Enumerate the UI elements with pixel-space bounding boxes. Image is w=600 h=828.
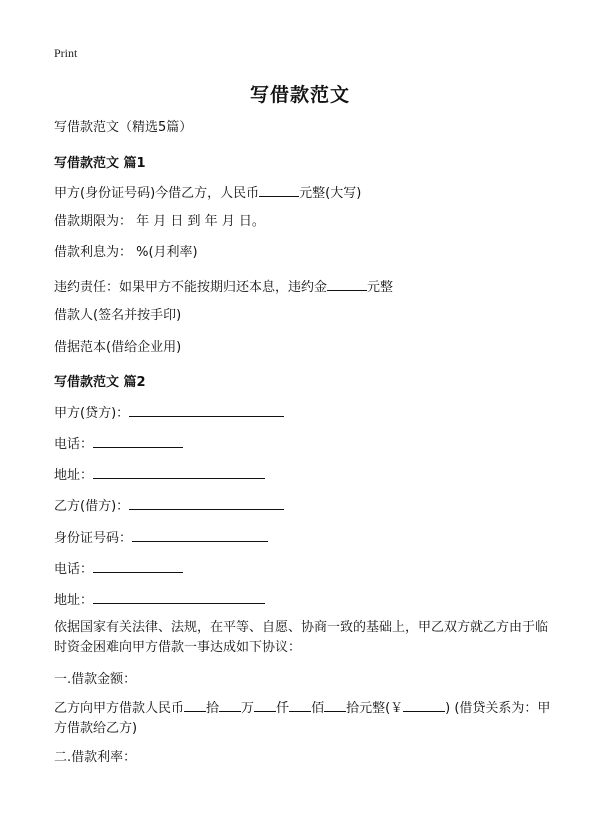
- section1-line-penalty: [54, 277, 393, 296]
- clause1-text-g: ) (借贷关系为：甲方借款给乙方): [54, 701, 551, 736]
- section1-heading: 写借款范文 篇1: [54, 156, 146, 171]
- clause1-text-f: 拾元整(￥: [346, 701, 404, 716]
- clause1-text-c: 万: [241, 701, 255, 716]
- phone2-blank: [93, 559, 183, 573]
- borrower-blank: [129, 496, 284, 510]
- phone1-field: [54, 434, 183, 453]
- clause1-text-b: 拾: [206, 701, 220, 716]
- clause1-text-a: 乙方向甲方借款人民币: [54, 701, 185, 716]
- clause1-blank-4: [289, 698, 311, 712]
- section2-heading: 写借款范文 篇2: [54, 375, 146, 390]
- id-blank: [132, 528, 268, 542]
- id-field: [54, 528, 268, 547]
- amount-blank: [259, 183, 299, 197]
- address2-label: 地址：: [54, 593, 94, 608]
- address2-field: [54, 590, 265, 609]
- address1-field: [54, 465, 265, 484]
- section1-line-amount: [54, 183, 361, 202]
- clause1-text-d: 仟: [276, 701, 290, 716]
- phone2-label: 电话：: [54, 562, 94, 577]
- clause1-blank-6: [403, 698, 445, 712]
- clause2-title: 二.借款利率：: [54, 750, 137, 765]
- address2-blank: [93, 590, 265, 604]
- id-label: 身份证号码：: [54, 531, 133, 546]
- lender-field: [54, 403, 284, 422]
- borrower-label: 乙方(借方)：: [54, 499, 130, 514]
- phone1-blank: [93, 434, 183, 448]
- section1-line-term: 借款期限为： 年 月 日 到 年 月 日。: [54, 214, 265, 229]
- document-subtitle: 写借款范文（精选5篇）: [54, 120, 193, 135]
- address1-blank: [93, 465, 265, 479]
- clause1-body: [54, 698, 554, 739]
- clause1-blank-5: [324, 698, 346, 712]
- amount-label: 甲方(身份证号码)今借乙方，人民币: [54, 186, 260, 201]
- print-link[interactable]: Print: [54, 46, 78, 60]
- clause1-title: 一.借款金额：: [54, 672, 137, 687]
- clause1-blank-2: [219, 698, 241, 712]
- section1-line-interest: 借款利息为： %(月利率): [54, 245, 198, 260]
- penalty-suffix: 元整: [367, 280, 394, 295]
- amount-suffix: 元整(大写): [299, 186, 362, 201]
- phone1-label: 电话：: [54, 437, 94, 452]
- penalty-blank: [327, 277, 367, 291]
- phone2-field: [54, 559, 183, 578]
- lender-label: 甲方(贷方)：: [54, 406, 130, 421]
- agreement-intro: 依据国家有关法律、法规，在平等、自愿、协商一致的基础上，甲乙双方就乙方由于临时资金困难向甲方借款一事达成如下协议：: [54, 620, 549, 655]
- address1-label: 地址：: [54, 468, 94, 483]
- borrower-field: [54, 496, 284, 515]
- clause1-text-e: 佰: [311, 701, 325, 716]
- section1-line-template: 借据范本(借给企业用): [54, 340, 182, 355]
- clause1-blank-1: [184, 698, 206, 712]
- lender-blank: [129, 403, 284, 417]
- penalty-label: 违约责任：如果甲方不能按期归还本息，违约金: [54, 280, 328, 295]
- document-title: 写借款范文: [249, 84, 350, 106]
- section1-line-borrower: 借款人(签名并按手印): [54, 308, 182, 323]
- clause1-blank-3: [254, 698, 276, 712]
